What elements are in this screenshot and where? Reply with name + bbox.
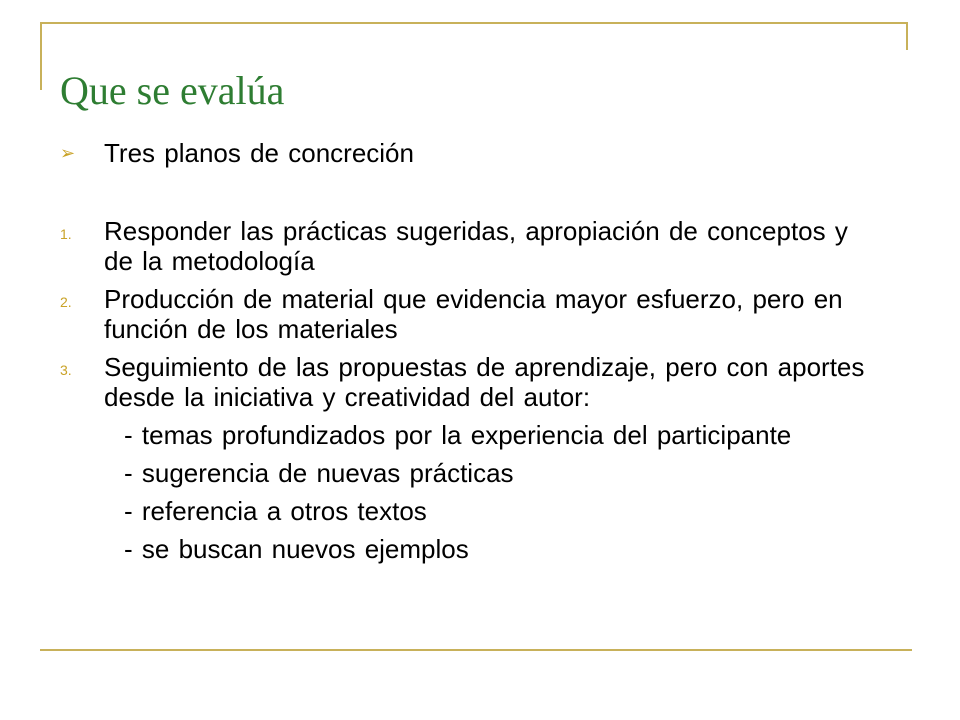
- frame-right-line: [906, 22, 908, 50]
- item-number: 1.: [60, 226, 72, 242]
- numbered-item-1: [60, 216, 880, 276]
- sub-item-4: [60, 534, 880, 564]
- sub-item-1: [60, 420, 880, 450]
- sub-item-text: - referencia a otros textos: [124, 496, 427, 526]
- arrow-bullet-icon: ➢: [60, 143, 76, 163]
- spacer: [60, 168, 880, 216]
- spacer: [60, 412, 880, 420]
- frame-left-line: [40, 22, 42, 90]
- spacer: [60, 344, 880, 352]
- frame-top-line: [40, 22, 908, 24]
- item-text: Seguimiento de las propuestas de aprendizaje, pero con aportes desde la iniciativa y creatividad del autor:: [104, 352, 865, 412]
- slide-content: [60, 138, 880, 564]
- frame-bottom-line: [40, 649, 912, 651]
- sub-item-text: - sugerencia de nuevas prácticas: [124, 458, 514, 488]
- bullet-item: [60, 138, 880, 168]
- item-text: Producción de material que evidencia mayor esfuerzo, pero en función de los materiales: [104, 284, 843, 344]
- slide-title: Que se evalúa: [60, 68, 285, 113]
- bullet-text: Tres planos de concreción: [104, 138, 414, 168]
- numbered-item-3: [60, 352, 880, 412]
- item-number: 3.: [60, 362, 72, 378]
- sub-item-2: [60, 458, 880, 488]
- spacer: [60, 276, 880, 284]
- spacer: [60, 450, 880, 458]
- numbered-item-2: [60, 284, 880, 344]
- spacer: [60, 488, 880, 496]
- spacer: [60, 526, 880, 534]
- sub-item-3: [60, 496, 880, 526]
- item-number: 2.: [60, 294, 72, 310]
- item-text: Responder las prácticas sugeridas, apropiación de conceptos y de la metodología: [104, 216, 848, 276]
- sub-item-text: - temas profundizados por la experiencia del participante: [124, 420, 792, 450]
- sub-item-text: - se buscan nuevos ejemplos: [124, 534, 469, 564]
